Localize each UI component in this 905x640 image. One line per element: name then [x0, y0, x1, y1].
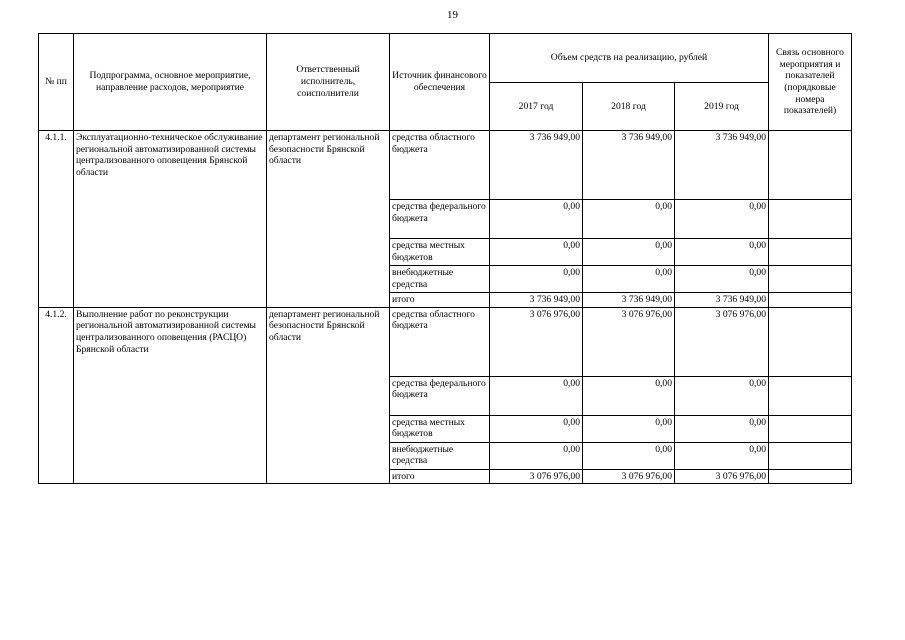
budget-table — [38, 33, 852, 484]
value-2018: 0,00 — [583, 442, 675, 469]
header-link: Связь основного мероприятия и показателей (порядковые номера показателей) — [769, 34, 852, 131]
total-label: итого — [390, 469, 490, 484]
total-2017: 3 076 976,00 — [490, 469, 583, 484]
link-cell — [769, 442, 852, 469]
source-cell: средства местных бюджетов — [390, 239, 490, 266]
link-cell — [769, 415, 852, 442]
header-year-2017: 2017 год — [490, 83, 583, 131]
section-number: 4.1.1. — [39, 131, 74, 308]
total-2018: 3 076 976,00 — [583, 469, 675, 484]
source-cell: средства федерального бюджета — [390, 200, 490, 239]
total-2019: 3 736 949,00 — [675, 293, 769, 308]
value-2019: 0,00 — [675, 415, 769, 442]
value-2017: 0,00 — [490, 200, 583, 239]
value-2018: 0,00 — [583, 200, 675, 239]
value-2019: 3 736 949,00 — [675, 131, 769, 200]
link-cell — [769, 307, 852, 376]
value-2017: 0,00 — [490, 442, 583, 469]
total-2019: 3 076 976,00 — [675, 469, 769, 484]
source-cell: внебюджетные средства — [390, 266, 490, 293]
header-program: Подпрограмма, основное мероприятие, направление расходов, мероприятие — [74, 34, 267, 131]
link-cell — [769, 239, 852, 266]
link-cell — [769, 131, 852, 200]
section-responsible: департамент региональной безопасности Брянской области — [267, 307, 390, 484]
header-responsible: Ответственный исполнитель, соисполнители — [267, 34, 390, 131]
value-2017: 0,00 — [490, 376, 583, 415]
value-2018: 0,00 — [583, 415, 675, 442]
total-2018: 3 736 949,00 — [583, 293, 675, 308]
source-cell: средства областного бюджета — [390, 131, 490, 200]
value-2019: 0,00 — [675, 442, 769, 469]
source-cell: средства областного бюджета — [390, 307, 490, 376]
value-2018: 0,00 — [583, 266, 675, 293]
value-2017: 0,00 — [490, 266, 583, 293]
header-year-2018: 2018 год — [583, 83, 675, 131]
page-number: 19 — [447, 9, 458, 21]
link-cell — [769, 376, 852, 415]
value-2019: 0,00 — [675, 239, 769, 266]
value-2017: 3 736 949,00 — [490, 131, 583, 200]
value-2019: 0,00 — [675, 376, 769, 415]
link-cell — [769, 293, 852, 308]
value-2017: 3 076 976,00 — [490, 307, 583, 376]
header-year-2019: 2019 год — [675, 83, 769, 131]
total-label: итого — [390, 293, 490, 308]
section-responsible: департамент региональной безопасности Брянской области — [267, 131, 390, 308]
section-title: Выполнение работ по реконструкции региональной автоматизированной системы централизованного оповещения (РАСЦО) Брянской области — [74, 307, 267, 484]
header-num: № пп — [39, 34, 74, 131]
value-2017: 0,00 — [490, 415, 583, 442]
link-cell — [769, 469, 852, 484]
total-2017: 3 736 949,00 — [490, 293, 583, 308]
value-2019: 0,00 — [675, 200, 769, 239]
table-row — [39, 307, 852, 376]
source-cell: средства федерального бюджета — [390, 376, 490, 415]
link-cell — [769, 266, 852, 293]
section-title: Эксплуатационно-техническое обслуживание региональной автоматизированной системы централизованного оповещения Брянской области — [74, 131, 267, 308]
link-cell — [769, 200, 852, 239]
table-row — [39, 131, 852, 200]
value-2017: 0,00 — [490, 239, 583, 266]
value-2019: 3 076 976,00 — [675, 307, 769, 376]
value-2018: 0,00 — [583, 376, 675, 415]
value-2018: 3 076 976,00 — [583, 307, 675, 376]
header-volume: Объем средств на реализацию, рублей — [490, 34, 769, 83]
section-number: 4.1.2. — [39, 307, 74, 484]
value-2018: 0,00 — [583, 239, 675, 266]
value-2019: 0,00 — [675, 266, 769, 293]
value-2018: 3 736 949,00 — [583, 131, 675, 200]
source-cell: средства местных бюджетов — [390, 415, 490, 442]
header-source: Источник финансового обеспечения — [390, 34, 490, 131]
source-cell: внебюджетные средства — [390, 442, 490, 469]
